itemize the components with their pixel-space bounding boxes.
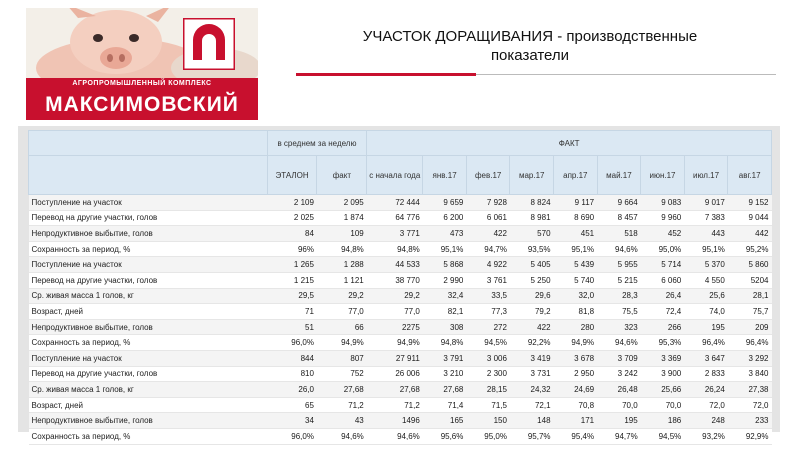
table-cell: 94,5% xyxy=(641,428,685,444)
table-cell: 6 061 xyxy=(466,210,510,226)
table-cell: 94,7% xyxy=(466,241,510,257)
table-cell: 1 215 xyxy=(267,272,317,288)
table-cell: 9 659 xyxy=(423,195,467,211)
table-cell: 29,2 xyxy=(367,288,423,304)
table-cell: 29,6 xyxy=(510,288,554,304)
table-cell: 75,7 xyxy=(728,304,772,320)
title-accent-bar xyxy=(296,73,476,76)
table-cell: 3 771 xyxy=(367,226,423,242)
table-cell: 150 xyxy=(466,413,510,429)
table-cell: 64 776 xyxy=(367,210,423,226)
table-cell: 32,0 xyxy=(554,288,598,304)
table-cell: 5 860 xyxy=(728,257,772,273)
table-cell: 323 xyxy=(597,319,641,335)
table-cell: 3 210 xyxy=(423,366,467,382)
header-blank-2 xyxy=(29,156,268,195)
table-cell: 44 533 xyxy=(367,257,423,273)
table-cell: 2 025 xyxy=(267,210,317,226)
page-title xyxy=(300,27,760,65)
table-cell: 3 840 xyxy=(728,366,772,382)
table-cell: 5 405 xyxy=(510,257,554,273)
table-cell: 3 369 xyxy=(641,350,685,366)
table-row xyxy=(29,241,772,257)
table-cell: 70,0 xyxy=(641,397,685,413)
table-cell: 94,9% xyxy=(317,335,367,351)
table-cell: 95,1% xyxy=(684,241,728,257)
table-cell: 27 911 xyxy=(367,350,423,366)
table-row xyxy=(29,304,772,320)
table-cell: 422 xyxy=(510,319,554,335)
table-row xyxy=(29,257,772,273)
table-cell: 5 868 xyxy=(423,257,467,273)
table-cell: 26,0 xyxy=(267,382,317,398)
table-cell: 93,5% xyxy=(510,241,554,257)
table-cell: 32,4 xyxy=(423,288,467,304)
production-table xyxy=(28,130,772,445)
table-cell: 71,5 xyxy=(466,397,510,413)
table-cell: 443 xyxy=(684,226,728,242)
table-cell: 71,2 xyxy=(367,397,423,413)
table-cell: 2 109 xyxy=(267,195,317,211)
table-cell: 82,1 xyxy=(423,304,467,320)
table-cell: 34 xyxy=(267,413,317,429)
table-row xyxy=(29,210,772,226)
table-cell: 248 xyxy=(684,413,728,429)
table-cell: 27,68 xyxy=(317,382,367,398)
table-cell: 77,0 xyxy=(317,304,367,320)
table-row xyxy=(29,272,772,288)
table-cell: 9 117 xyxy=(554,195,598,211)
table-cell: 28,3 xyxy=(597,288,641,304)
table-cell: 8 457 xyxy=(597,210,641,226)
table-cell: 72,0 xyxy=(684,397,728,413)
header-weekly: в среднем за неделю xyxy=(267,131,367,156)
table-cell: 72,4 xyxy=(641,304,685,320)
table-cell: 422 xyxy=(466,226,510,242)
table-cell: 94,6% xyxy=(367,428,423,444)
table-cell: 5 439 xyxy=(554,257,598,273)
table-cell: 3 761 xyxy=(466,272,510,288)
table-cell: 9 083 xyxy=(641,195,685,211)
table-cell: 3 292 xyxy=(728,350,772,366)
table-cell: 72,1 xyxy=(510,397,554,413)
table-cell: 195 xyxy=(684,319,728,335)
table-cell: 1496 xyxy=(367,413,423,429)
table-cell: 1 265 xyxy=(267,257,317,273)
table-cell: 280 xyxy=(554,319,598,335)
column-header: янв.17 xyxy=(423,156,467,195)
row-label: Сохранность за период, % xyxy=(29,335,268,351)
brand-name: МАКСИМОВСКИЙ xyxy=(26,90,258,120)
table-cell: 9 664 xyxy=(597,195,641,211)
table-cell: 74,0 xyxy=(684,304,728,320)
table-cell: 26 006 xyxy=(367,366,423,382)
table-cell: 195 xyxy=(597,413,641,429)
table-cell: 5204 xyxy=(728,272,772,288)
table-cell: 77,0 xyxy=(367,304,423,320)
table-row xyxy=(29,288,772,304)
table-cell: 5 740 xyxy=(554,272,598,288)
table-cell: 72 444 xyxy=(367,195,423,211)
table-cell: 70,0 xyxy=(597,397,641,413)
table-cell: 71 xyxy=(267,304,317,320)
table-cell: 27,68 xyxy=(423,382,467,398)
table-cell: 308 xyxy=(423,319,467,335)
column-header: май.17 xyxy=(597,156,641,195)
table-cell: 209 xyxy=(728,319,772,335)
table-row xyxy=(29,397,772,413)
header-fact: ФАКТ xyxy=(367,131,772,156)
row-label: Поступление на участок xyxy=(29,195,268,211)
table-cell: 171 xyxy=(554,413,598,429)
column-header: мар.17 xyxy=(510,156,554,195)
table-cell: 3 419 xyxy=(510,350,554,366)
table-cell: 9 017 xyxy=(684,195,728,211)
column-header: факт xyxy=(317,156,367,195)
column-header: июл.17 xyxy=(684,156,728,195)
row-label: Возраст, дней xyxy=(29,304,268,320)
table-row xyxy=(29,226,772,242)
table-cell: 29,5 xyxy=(267,288,317,304)
table-cell: 33,5 xyxy=(466,288,510,304)
table-cell: 66 xyxy=(317,319,367,335)
table-row xyxy=(29,413,772,429)
table-cell: 4 922 xyxy=(466,257,510,273)
row-label: Непродуктивное выбытие, голов xyxy=(29,319,268,335)
table-cell: 65 xyxy=(267,397,317,413)
table-cell: 95,0% xyxy=(641,241,685,257)
table-cell: 96,0% xyxy=(267,335,317,351)
table-cell: 79,2 xyxy=(510,304,554,320)
table-cell: 95,7% xyxy=(510,428,554,444)
table-cell: 95,0% xyxy=(466,428,510,444)
table-cell: 71,4 xyxy=(423,397,467,413)
table-row xyxy=(29,428,772,444)
logo-emblem-icon xyxy=(183,18,235,70)
column-header: апр.17 xyxy=(554,156,598,195)
row-label: Непродуктивное выбытие, голов xyxy=(29,413,268,429)
table-cell: 186 xyxy=(641,413,685,429)
table-cell: 3 006 xyxy=(466,350,510,366)
table-cell: 95,4% xyxy=(554,428,598,444)
column-header: фев.17 xyxy=(466,156,510,195)
table-cell: 810 xyxy=(267,366,317,382)
table-cell: 5 955 xyxy=(597,257,641,273)
table-cell: 6 060 xyxy=(641,272,685,288)
header-blank xyxy=(29,131,268,156)
table-cell: 26,4 xyxy=(641,288,685,304)
table-cell: 71,2 xyxy=(317,397,367,413)
table-cell: 75,5 xyxy=(597,304,641,320)
table-cell: 96,4% xyxy=(728,335,772,351)
table-cell: 165 xyxy=(423,413,467,429)
row-label: Ср. живая масса 1 голов, кг xyxy=(29,288,268,304)
table-cell: 272 xyxy=(466,319,510,335)
table-cell: 3 678 xyxy=(554,350,598,366)
table-cell: 518 xyxy=(597,226,641,242)
table-cell: 752 xyxy=(317,366,367,382)
table-cell: 9 044 xyxy=(728,210,772,226)
table-cell: 473 xyxy=(423,226,467,242)
table-cell: 92,9% xyxy=(728,428,772,444)
table-row xyxy=(29,319,772,335)
table-cell: 72,0 xyxy=(728,397,772,413)
table-cell: 94,8% xyxy=(317,241,367,257)
table-cell: 1 288 xyxy=(317,257,367,273)
table-cell: 96,0% xyxy=(267,428,317,444)
table-cell: 94,6% xyxy=(597,335,641,351)
table-row xyxy=(29,350,772,366)
table-cell: 96% xyxy=(267,241,317,257)
table-cell: 94,9% xyxy=(367,335,423,351)
table-cell: 2 950 xyxy=(554,366,598,382)
table-cell: 94,5% xyxy=(466,335,510,351)
table-cell: 6 200 xyxy=(423,210,467,226)
table-cell: 94,9% xyxy=(554,335,598,351)
table-cell: 8 690 xyxy=(554,210,598,226)
table-cell: 452 xyxy=(641,226,685,242)
row-label: Ср. живая масса 1 голов, кг xyxy=(29,382,268,398)
table-cell: 25,66 xyxy=(641,382,685,398)
table-cell: 28,15 xyxy=(466,382,510,398)
table-cell: 95,6% xyxy=(423,428,467,444)
table-cell: 3 242 xyxy=(597,366,641,382)
row-label: Перевод на другие участки, голов xyxy=(29,366,268,382)
table-cell: 29,2 xyxy=(317,288,367,304)
brand-tagline: АГРОПРОМЫШЛЕННЫЙ КОМПЛЕКС xyxy=(26,78,258,90)
table-cell: 25,6 xyxy=(684,288,728,304)
table-cell: 95,1% xyxy=(423,241,467,257)
table-cell: 148 xyxy=(510,413,554,429)
table-cell: 24,32 xyxy=(510,382,554,398)
table-cell: 94,6% xyxy=(317,428,367,444)
table-cell: 26,48 xyxy=(597,382,641,398)
page-title-line1: УЧАСТОК ДОРАЩИВАНИЯ - производственные xyxy=(362,28,698,45)
table-cell: 3 709 xyxy=(597,350,641,366)
column-header: ЭТАЛОН xyxy=(267,156,317,195)
table-cell: 2 990 xyxy=(423,272,467,288)
table-cell: 3 900 xyxy=(641,366,685,382)
table-cell: 27,68 xyxy=(367,382,423,398)
table-cell: 3 791 xyxy=(423,350,467,366)
table-cell: 9 960 xyxy=(641,210,685,226)
table-cell: 5 250 xyxy=(510,272,554,288)
table-cell: 1 874 xyxy=(317,210,367,226)
table-cell: 3 731 xyxy=(510,366,554,382)
table-cell: 442 xyxy=(728,226,772,242)
table-cell: 7 928 xyxy=(466,195,510,211)
row-label: Перевод на другие участки, голов xyxy=(29,272,268,288)
table-row xyxy=(29,335,772,351)
table-row xyxy=(29,382,772,398)
table-cell: 70,8 xyxy=(554,397,598,413)
column-header: авг.17 xyxy=(728,156,772,195)
table-cell: 807 xyxy=(317,350,367,366)
table-cell: 94,8% xyxy=(423,335,467,351)
table-cell: 844 xyxy=(267,350,317,366)
table-cell: 95,2% xyxy=(728,241,772,257)
column-header: с начала года xyxy=(367,156,423,195)
table-cell: 451 xyxy=(554,226,598,242)
table-cell: 8 981 xyxy=(510,210,554,226)
table-cell: 2 833 xyxy=(684,366,728,382)
table-cell: 93,2% xyxy=(684,428,728,444)
table-cell: 5 215 xyxy=(597,272,641,288)
column-header: июн.17 xyxy=(641,156,685,195)
table-cell: 26,24 xyxy=(684,382,728,398)
table-cell: 2275 xyxy=(367,319,423,335)
table-cell: 28,1 xyxy=(728,288,772,304)
table-cell: 81,8 xyxy=(554,304,598,320)
table-cell: 5 370 xyxy=(684,257,728,273)
row-label: Поступление на участок xyxy=(29,350,268,366)
table-cell: 233 xyxy=(728,413,772,429)
table-cell: 94,6% xyxy=(597,241,641,257)
table-cell: 95,3% xyxy=(641,335,685,351)
table-cell: 8 824 xyxy=(510,195,554,211)
table-cell: 38 770 xyxy=(367,272,423,288)
row-label: Возраст, дней xyxy=(29,397,268,413)
table-cell: 77,3 xyxy=(466,304,510,320)
table-cell: 3 647 xyxy=(684,350,728,366)
table-cell: 9 152 xyxy=(728,195,772,211)
table-cell: 4 550 xyxy=(684,272,728,288)
table-cell: 27,38 xyxy=(728,382,772,398)
page-title-line2: показатели xyxy=(490,47,570,64)
table-cell: 570 xyxy=(510,226,554,242)
table-cell: 51 xyxy=(267,319,317,335)
row-label: Перевод на другие участки, голов xyxy=(29,210,268,226)
table-row xyxy=(29,366,772,382)
row-label: Сохранность за период, % xyxy=(29,428,268,444)
table-cell: 24,69 xyxy=(554,382,598,398)
table-cell: 43 xyxy=(317,413,367,429)
table-cell: 2 095 xyxy=(317,195,367,211)
table-cell: 95,1% xyxy=(554,241,598,257)
row-label: Сохранность за период, % xyxy=(29,241,268,257)
table-cell: 1 121 xyxy=(317,272,367,288)
table-cell: 92,2% xyxy=(510,335,554,351)
table-cell: 94,7% xyxy=(597,428,641,444)
row-label: Непродуктивное выбытие, голов xyxy=(29,226,268,242)
table-cell: 96,4% xyxy=(684,335,728,351)
row-label: Поступление на участок xyxy=(29,257,268,273)
table-cell: 7 383 xyxy=(684,210,728,226)
table-cell: 5 714 xyxy=(641,257,685,273)
table-cell: 266 xyxy=(641,319,685,335)
table-cell: 2 300 xyxy=(466,366,510,382)
table-row xyxy=(29,195,772,211)
table-cell: 84 xyxy=(267,226,317,242)
table-cell: 109 xyxy=(317,226,367,242)
table-cell: 94,8% xyxy=(367,241,423,257)
